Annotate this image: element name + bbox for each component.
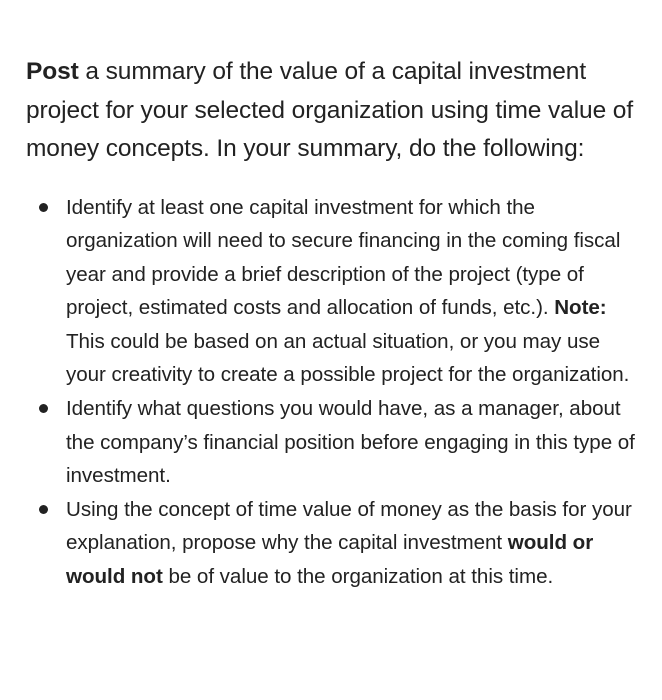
- intro-lead-bold: Post: [26, 58, 79, 85]
- list-item: [26, 392, 642, 493]
- emphasis-text: would or would not: [66, 531, 594, 589]
- list-item-text: Identify what questions you would have, as a manager, about the company’s financial position before engaging in this type of investment.: [66, 397, 635, 488]
- bullet-icon: [39, 505, 48, 514]
- list-item-text: be of value to the organization at this time.: [162, 565, 554, 589]
- instruction-list: [26, 191, 642, 594]
- list-item: [26, 493, 642, 594]
- intro-text: a summary of the value of a capital investment project for your selected organization using time value of money concepts. In your summary, do the following:: [26, 58, 634, 162]
- list-item-text: Identify at least one capital investment for which the organization will need to secure financing in the coming fiscal year and provide a brief description of the project (type of project, estimated costs and allocation of funds, etc.).: [66, 195, 621, 320]
- list-item-text: Using the concept of time value of money as the basis for your explanation, propose why the capital investment: [66, 497, 632, 555]
- list-item: [26, 191, 642, 393]
- bullet-icon: [39, 203, 48, 212]
- intro-paragraph: [26, 53, 642, 169]
- note-label: Note:: [554, 296, 607, 320]
- list-item-text: This could be based on an actual situation, or you may use your creativity to create a possible project for the organization.: [66, 329, 630, 387]
- bullet-icon: [39, 404, 48, 413]
